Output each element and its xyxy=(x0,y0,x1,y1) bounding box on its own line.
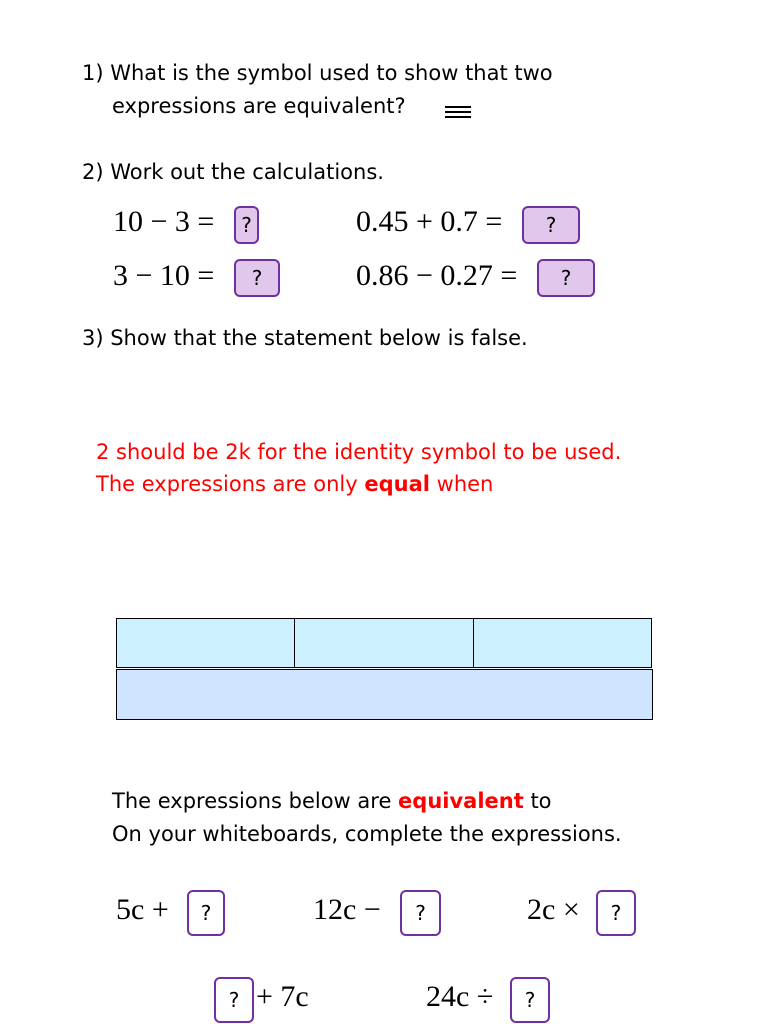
answer-explanation-line-2 xyxy=(96,468,493,501)
answer-box-2[interactable]: ? xyxy=(522,206,580,244)
expression-box-5[interactable]: ? xyxy=(510,977,550,1023)
answer-box-4[interactable]: ? xyxy=(537,259,595,297)
expression-box-1[interactable]: ? xyxy=(187,890,225,936)
expression-box-3[interactable]: ? xyxy=(596,890,636,936)
expression-3: 2c × xyxy=(527,893,580,926)
question-3-title: 3) Show that the statement below is false. xyxy=(82,326,528,350)
equivalent-line-1-prefix: The expressions below are xyxy=(112,789,399,813)
equivalent-line-2: On your whiteboards, complete the expressions. xyxy=(112,822,622,846)
expression-box-4[interactable]: ? xyxy=(214,977,254,1023)
answer-line-2-suffix: when xyxy=(429,472,494,496)
bar-model-top-row xyxy=(116,618,652,668)
expression-5: 24c ÷ xyxy=(426,980,494,1013)
expression-1: 5c + xyxy=(116,893,169,926)
answer-explanation-line-1: 2 should be 2k for the identity symbol to be used. xyxy=(96,440,622,464)
calculation-1: 10 − 3 = xyxy=(113,205,215,238)
answer-line-2-prefix: The expressions are only xyxy=(96,472,365,496)
calculation-4: 0.86 − 0.27 = xyxy=(356,259,518,292)
equivalent-word: equivalent xyxy=(398,789,524,813)
equivalent-line-1 xyxy=(112,785,552,818)
answer-box-1[interactable]: ? xyxy=(234,206,259,244)
bar-model-cell xyxy=(474,619,651,667)
question-1-line-2: expressions are equivalent? xyxy=(112,94,406,118)
equivalent-line-1-suffix: to xyxy=(523,789,552,813)
question-1-line-1: 1) What is the symbol used to show that two xyxy=(82,61,553,85)
calculation-3: 3 − 10 = xyxy=(113,259,215,292)
identity-symbol-icon xyxy=(445,106,471,118)
question-2-title: 2) Work out the calculations. xyxy=(82,160,384,184)
expression-box-2[interactable]: ? xyxy=(400,890,441,936)
answer-equal-word: equal xyxy=(364,472,430,496)
bar-model-cell xyxy=(117,619,295,667)
expression-2: 12c − xyxy=(313,893,381,926)
expression-4: + 7c xyxy=(256,980,309,1013)
bar-model-cell xyxy=(295,619,473,667)
calculation-2: 0.45 + 0.7 = xyxy=(356,205,503,238)
bar-model-bottom-row xyxy=(116,669,653,720)
answer-box-3[interactable]: ? xyxy=(234,259,280,297)
